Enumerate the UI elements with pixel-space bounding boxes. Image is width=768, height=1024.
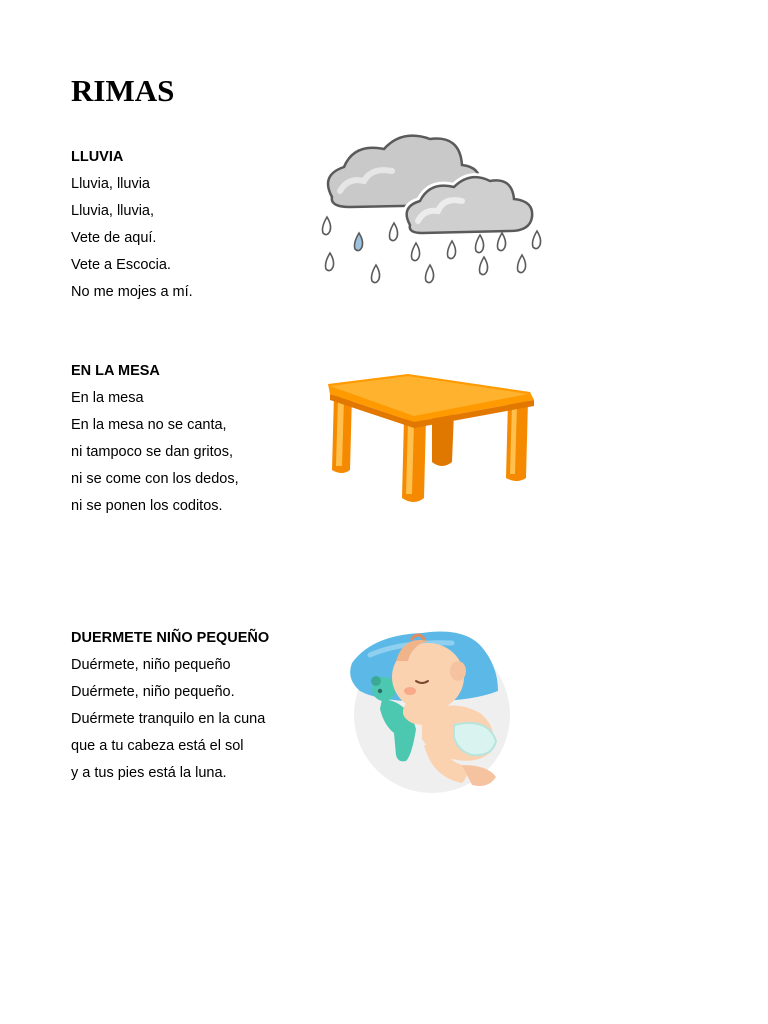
poem-line: Vete de aquí. xyxy=(71,230,157,246)
table-image xyxy=(312,342,547,532)
sleeping-baby-image xyxy=(312,605,547,800)
poem-line: Vete a Escocia. xyxy=(71,257,171,273)
page-title: RIMAS xyxy=(71,73,175,108)
poem-line: y a tus pies está la luna. xyxy=(71,765,227,781)
poem-line: No me mojes a mí. xyxy=(71,284,193,300)
poem-line: ni se come con los dedos, xyxy=(71,471,239,487)
poem-title: LLUVIA xyxy=(71,149,124,165)
poem-title: DUERMETE NIÑO PEQUEÑO xyxy=(71,630,270,646)
poem-line: ni se ponen los coditos. xyxy=(71,498,223,514)
poem-lluvia xyxy=(71,144,301,306)
poem-title: EN LA MESA xyxy=(71,363,160,379)
poem-line: ni tampoco se dan gritos, xyxy=(71,444,234,460)
poem-line: Duérmete tranquilo en la cuna xyxy=(71,711,266,727)
poem-line: que a tu cabeza está el sol xyxy=(71,738,244,754)
poem-line: Duérmete, niño pequeño xyxy=(71,657,231,673)
rain-cloud-image xyxy=(312,125,552,295)
poem-line: En la mesa xyxy=(71,390,144,406)
poem-en-la-mesa xyxy=(71,358,301,520)
poem-line: Duérmete, niño pequeño. xyxy=(71,684,235,700)
poem-line: Lluvia, lluvia, xyxy=(71,203,155,219)
poem-duermete xyxy=(71,625,301,787)
poem-line: Lluvia, lluvia xyxy=(71,176,150,192)
table-top xyxy=(328,374,534,428)
poem-line: En la mesa no se canta, xyxy=(71,417,227,433)
